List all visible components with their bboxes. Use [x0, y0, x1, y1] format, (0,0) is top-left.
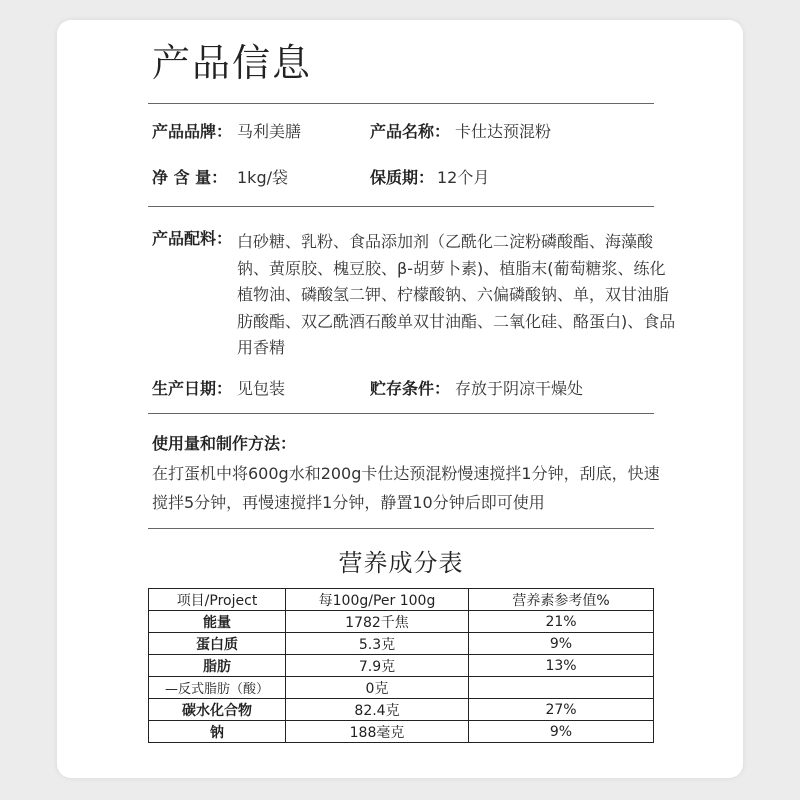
- shelf-life-value: 12个月: [437, 168, 490, 187]
- item-name: 脂肪: [149, 655, 286, 677]
- table-row: [149, 611, 654, 633]
- table-row: [149, 677, 654, 699]
- header-per-100g: 每100g/Per 100g: [286, 589, 469, 611]
- storage-value: 存放于阴凉干燥处: [455, 379, 584, 398]
- usage-value: 在打蛋机中将600g水和200g卡仕达预混粉慢速搅拌1分钟，刮底，快速搅拌5分钟，再慢速搅拌1分钟，静置10分钟后即可使用: [152, 464, 660, 512]
- table-header-row: [149, 589, 654, 611]
- table-row: [149, 699, 654, 721]
- item-name: 蛋白质: [149, 633, 286, 655]
- usage-label: 使用量和制作方法：: [152, 434, 297, 453]
- nutrition-title: 营养成分表: [338, 549, 464, 577]
- net-content-value: 1kg/袋: [237, 168, 288, 187]
- table-row: [149, 655, 654, 677]
- page-title: 产品信息: [152, 41, 313, 85]
- item-nrv: 9%: [469, 721, 654, 743]
- storage-label: 贮存条件：: [370, 379, 451, 398]
- item-name: 碳水化合物: [149, 699, 286, 721]
- net-content-label: 净 含 量：: [152, 168, 228, 187]
- brand-value: 马利美膳: [237, 122, 302, 141]
- item-nrv: 21%: [469, 611, 654, 633]
- shelf-life-label: 保质期：: [370, 168, 435, 187]
- item-nrv: 9%: [469, 633, 654, 655]
- item-amount: 7.9克: [286, 655, 469, 677]
- item-amount: 1782千焦: [286, 611, 469, 633]
- ingredients-label: 产品配料：: [152, 229, 233, 248]
- table-row: [149, 721, 654, 743]
- item-nrv: 27%: [469, 699, 654, 721]
- item-nrv: [469, 677, 654, 699]
- divider: [148, 206, 654, 207]
- item-name: —反式脂肪（酸）: [149, 677, 286, 699]
- item-nrv: 13%: [469, 655, 654, 677]
- production-date-label: 生产日期：: [152, 379, 233, 398]
- item-amount: 82.4克: [286, 699, 469, 721]
- item-amount: 5.3克: [286, 633, 469, 655]
- production-date-value: 见包装: [237, 379, 286, 398]
- item-amount: 0克: [286, 677, 469, 699]
- ingredients-value: 白砂糖、乳粉、食品添加剂（乙酰化二淀粉磷酸酯、海藻酸钠、黄原胶、槐豆胶、β-胡萝卜素)、植脂末(葡萄糖浆、练化植物油、磷酸氢二钾、柠檬酸钠、六偏磷酸钠、单，双甘油脂肪酸酯、双乙酰酒石酸单双甘油酯、二氧化硅、酪蛋白)、食品用香精: [237, 232, 676, 357]
- divider: [148, 528, 654, 529]
- divider: [148, 413, 654, 414]
- divider: [148, 103, 654, 104]
- product-name-value: 卡仕达预混粉: [455, 122, 552, 141]
- item-amount: 188毫克: [286, 721, 469, 743]
- header-nrv: 营养素参考值%: [469, 589, 654, 611]
- item-name: 能量: [149, 611, 286, 633]
- brand-label: 产品品牌：: [152, 122, 233, 141]
- item-name: 钠: [149, 721, 286, 743]
- product-name-label: 产品名称：: [370, 122, 451, 141]
- header-project: 项目/Project: [149, 589, 286, 611]
- table-row: [149, 633, 654, 655]
- nutrition-table: [148, 588, 654, 743]
